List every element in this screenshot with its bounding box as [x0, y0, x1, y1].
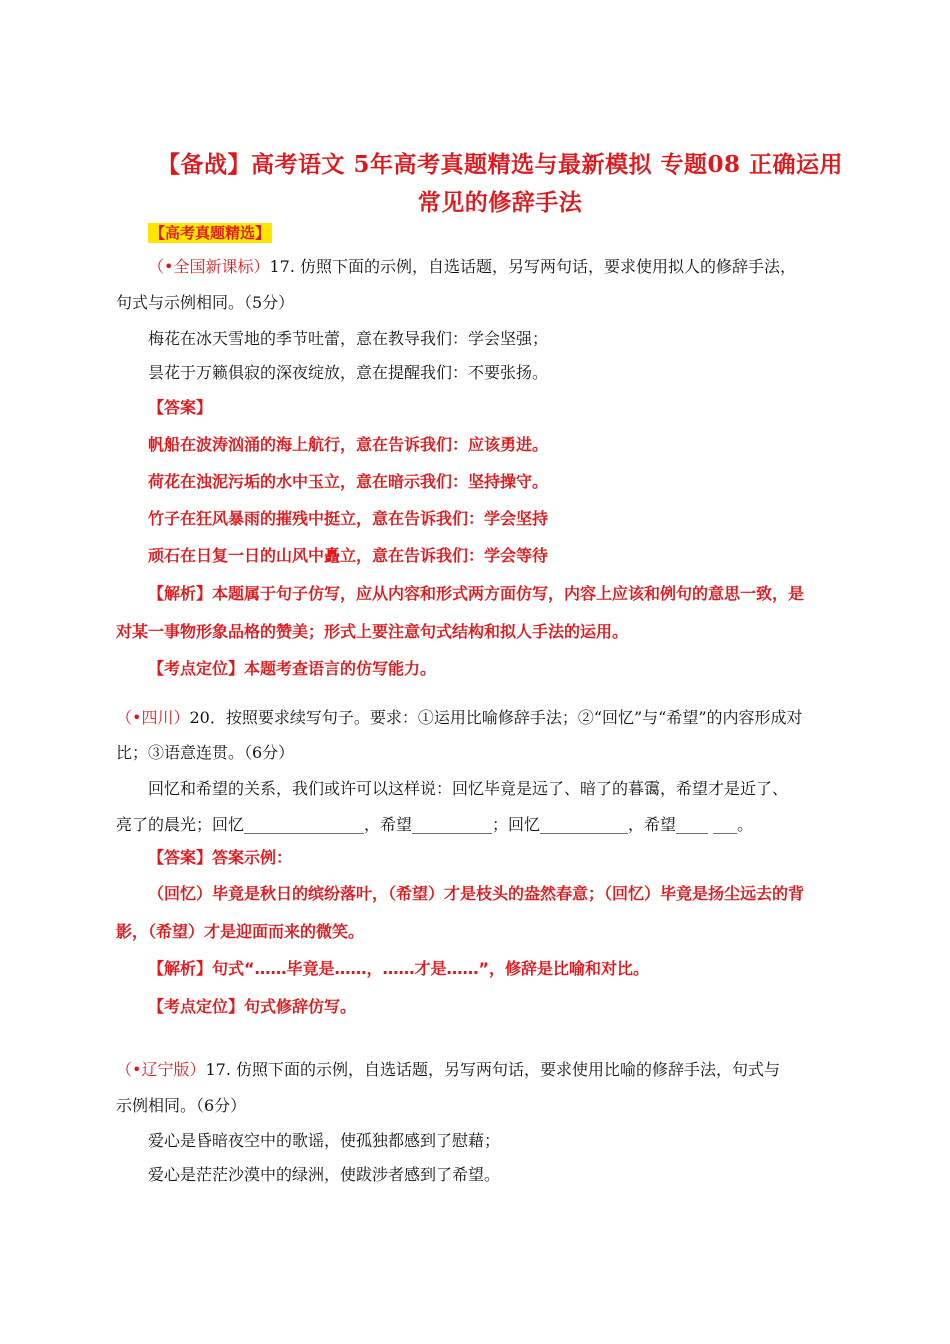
q3-prompt-line2: 示例相同。（6分）	[116, 1096, 247, 1115]
q3-prompt-line1	[116, 1060, 780, 1080]
section-tag	[148, 223, 272, 243]
q1-analysis-line1: 【解析】本题属于句子仿写，应从内容和形式两方面仿写，内容上应该和例句的意思一致，是	[148, 584, 805, 603]
q1-text1: 17. 仿照下面的示例，自选话题，另写两句话，要求使用拟人的修辞手法，	[269, 257, 796, 276]
section-tag-label: 【高考真题精选】	[150, 224, 271, 242]
q2-answer-line1: （回忆）毕竟是秋日的缤纷落叶，（希望）才是枝头的盎然春意；（回忆）毕竟是扬尘远去的背	[148, 884, 805, 903]
document-title-line2: 常见的修辞手法	[417, 189, 583, 216]
q2-text1: 20．按照要求续写句子。要求：①运用比喻修辞手法；②“回忆”与“希望”的内容形成对	[189, 708, 803, 727]
q1-analysis-line2: 对某一事物形象品格的赞美；形式上要注意句式结构和拟人手法的运用。	[116, 622, 629, 641]
q2-answer-line2: 影，（希望）才是迎面而来的微笑。	[116, 922, 365, 941]
q2-answer-label: 【答案】答案示例：	[148, 848, 293, 867]
q1-example1: 梅花在冰天雪地的季节吐蕾，意在教导我们：学会坚强；	[148, 329, 549, 348]
q2-stem-line1: 回忆和希望的关系，我们或许可以这样说：回忆毕竟是远了、暗了的暮霭，希望才是近了、	[148, 779, 789, 798]
q1-answer-label: 【答案】	[148, 398, 213, 417]
q2-source: （•四川）	[116, 708, 190, 727]
q1-answer-3: 竹子在狂风暴雨的摧残中挺立，意在告诉我们：学会坚持	[148, 509, 549, 528]
q1-answer-2: 荷花在浊泥污垢的水中玉立，意在暗示我们：坚持操守。	[148, 472, 549, 491]
q1-answer-1: 帆船在波涛汹涌的海上航行，意在告诉我们：应该勇进。	[148, 435, 549, 454]
q2-prompt-line2: 比；③语意连贯。（6分）	[116, 743, 295, 762]
q3-source: （•辽宁版）	[116, 1060, 206, 1079]
q1-point: 【考点定位】本题考查语言的仿写能力。	[148, 659, 437, 678]
document-title-line1: 【备战】高考语文 5年高考真题精选与最新模拟 专题08 正确运用	[156, 151, 844, 178]
q2-analysis: 【解析】句式“……毕竟是……，……才是……”，修辞是比喻和对比。	[148, 959, 650, 978]
q2-prompt-line1	[116, 708, 803, 728]
q1-example2: 昙花于万籁俱寂的深夜绽放，意在提醒我们：不要张扬。	[148, 363, 549, 382]
q1-source: （•全国新课标）	[148, 257, 270, 276]
q2-point: 【考点定位】句式修辞仿写。	[148, 997, 357, 1016]
q1-prompt-line1	[148, 257, 796, 277]
q1-prompt-line2: 句式与示例相同。（5分）	[116, 293, 295, 312]
q2-stem-line2: 亮了的晨光；回忆_______________，希望__________；回忆___________，希望____ ___。	[116, 815, 754, 834]
q3-example2: 爱心是茫茫沙漠中的绿洲，使跋涉者感到了希望。	[148, 1165, 501, 1184]
q1-answer-4: 顽石在日复一日的山风中矗立，意在告诉我们：学会等待	[148, 546, 549, 565]
q3-text1: 17. 仿照下面的示例，自选话题，另写两句话，要求使用比喻的修辞手法，句式与	[205, 1060, 780, 1079]
q3-example1: 爱心是昏暗夜空中的歌谣，使孤独都感到了慰藉；	[148, 1131, 501, 1150]
